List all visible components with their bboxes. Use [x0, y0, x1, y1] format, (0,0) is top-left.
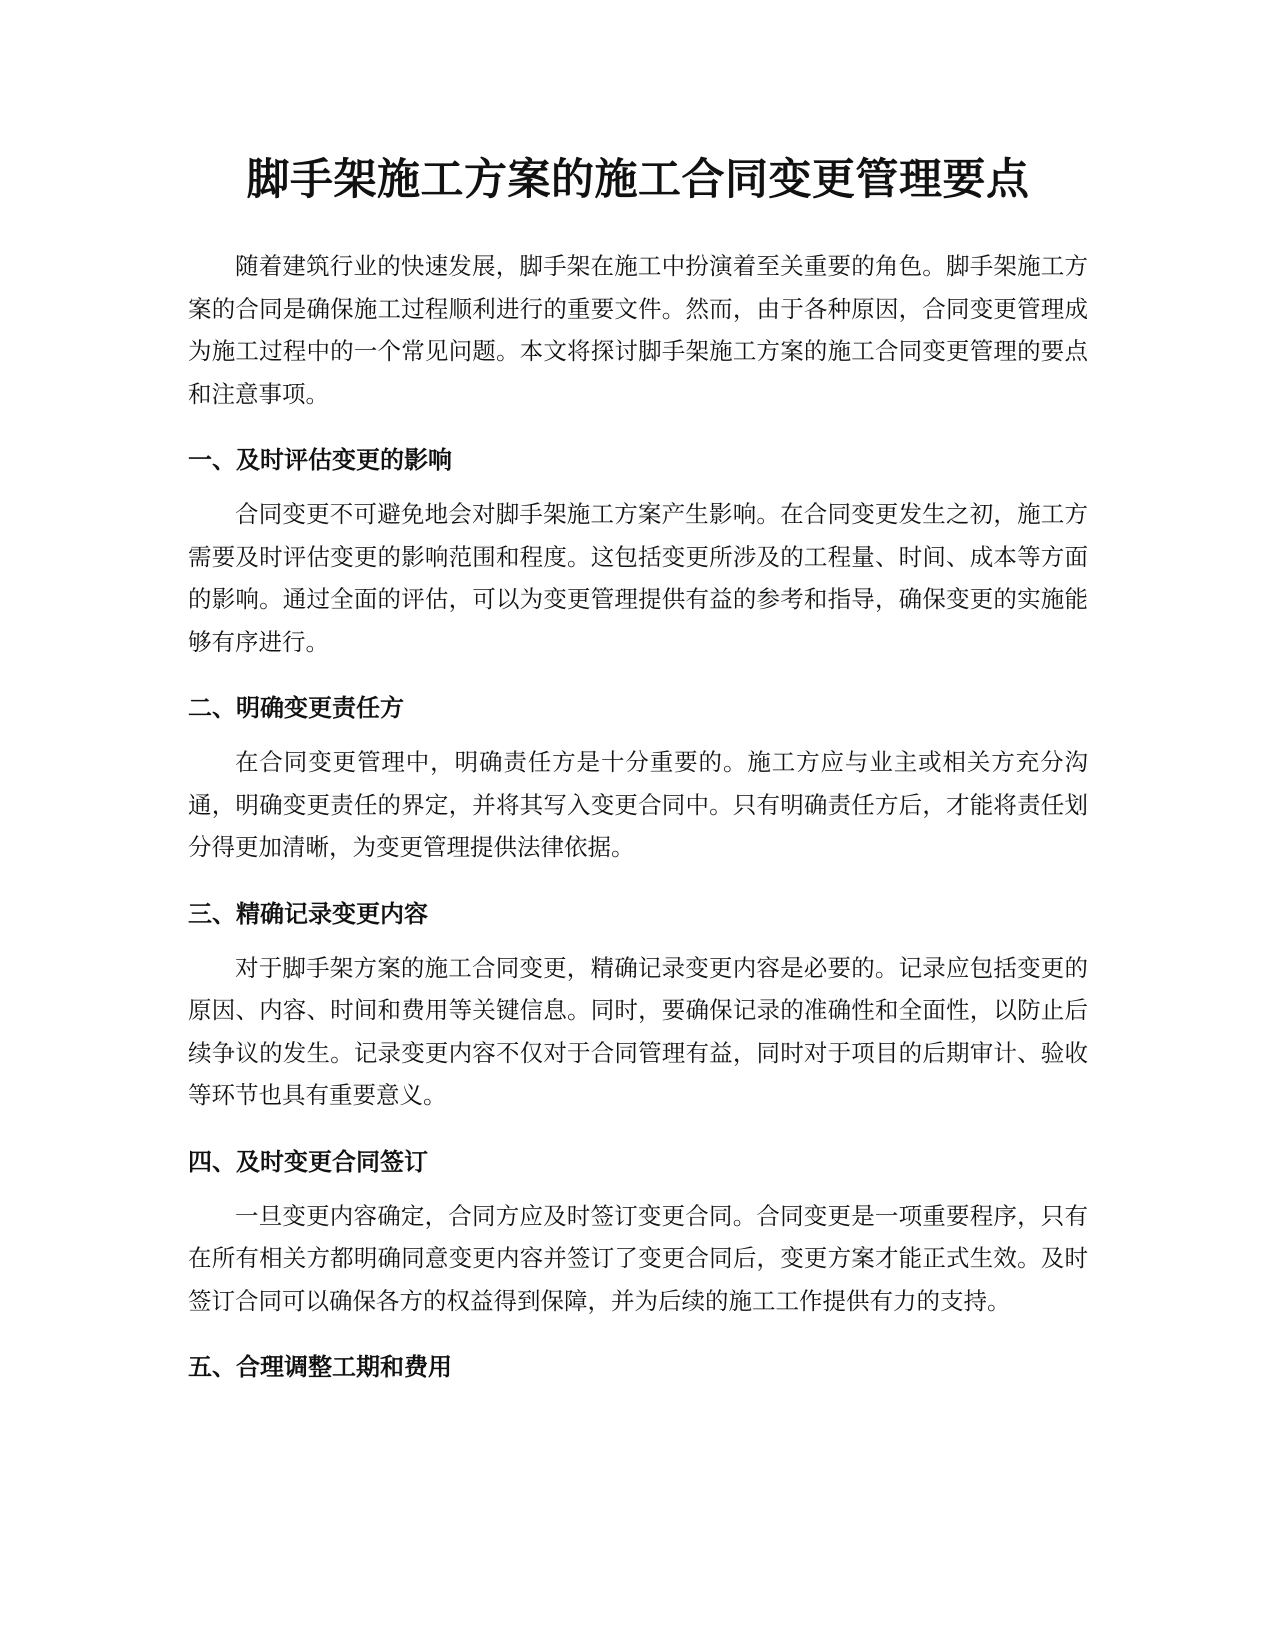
section-2-heading: 二、明确变更责任方: [188, 694, 404, 722]
section-4-heading: 四、及时变更合同签订: [188, 1147, 428, 1176]
section-3-body: 对于脚手架方案的施工合同变更，精确记录变更内容是必要的。记录应包括变更的原因、内容、时间和费用等关键信息。同时，要确保记录的准确性和全面性，以防止后续争议的发生。记录变更内容不仅对于合同管理有益，同时对于项目的后期审计、验收等环节也具有重要意义。: [188, 953, 1088, 1109]
section-2-body: 在合同变更管理中，明确责任方是十分重要的。施工方应与业主或相关方充分沟通，明确变更责任的界定，并将其写入变更合同中。只有明确责任方后，才能将责任划分得更加清晰，为变更管理提供法律依据。: [188, 748, 1088, 861]
document-page: [188, 148, 1088, 1400]
document-title: 脚手架施工方案的施工合同变更管理要点: [246, 155, 1030, 205]
section-4-body: 一旦变更内容确定，合同方应及时签订变更合同。合同变更是一项重要程序，只有在所有相关方都明确同意变更内容并签订了变更合同后，变更方案才能正式生效。及时签订合同可以确保各方的权益得到保障，并为后续的施工工作提供有力的支持。: [188, 1201, 1088, 1315]
section-3-heading: 三、精确记录变更内容: [188, 899, 428, 928]
section-5-heading: 五、合理调整工期和费用: [188, 1353, 452, 1381]
section-1-body: 合同变更不可避免地会对脚手架施工方案产生影响。在合同变更发生之初，施工方需要及时评估变更的影响范围和程度。这包括变更所涉及的工程量、时间、成本等方面的影响。通过全面的评估，可以为变更管理提供有益的参考和指导，确保变更的实施能够有序进行。: [188, 500, 1088, 656]
section-1-heading: 一、及时评估变更的影响: [188, 446, 452, 474]
intro-paragraph: 随着建筑行业的快速发展，脚手架在施工中扮演着至关重要的角色。脚手架施工方案的合同是确保施工过程顺利进行的重要文件。然而，由于各种原因，合同变更管理成为施工过程中的一个常见问题。本文将探讨脚手架施工方案的施工合同变更管理的要点和注意事项。: [188, 252, 1088, 408]
